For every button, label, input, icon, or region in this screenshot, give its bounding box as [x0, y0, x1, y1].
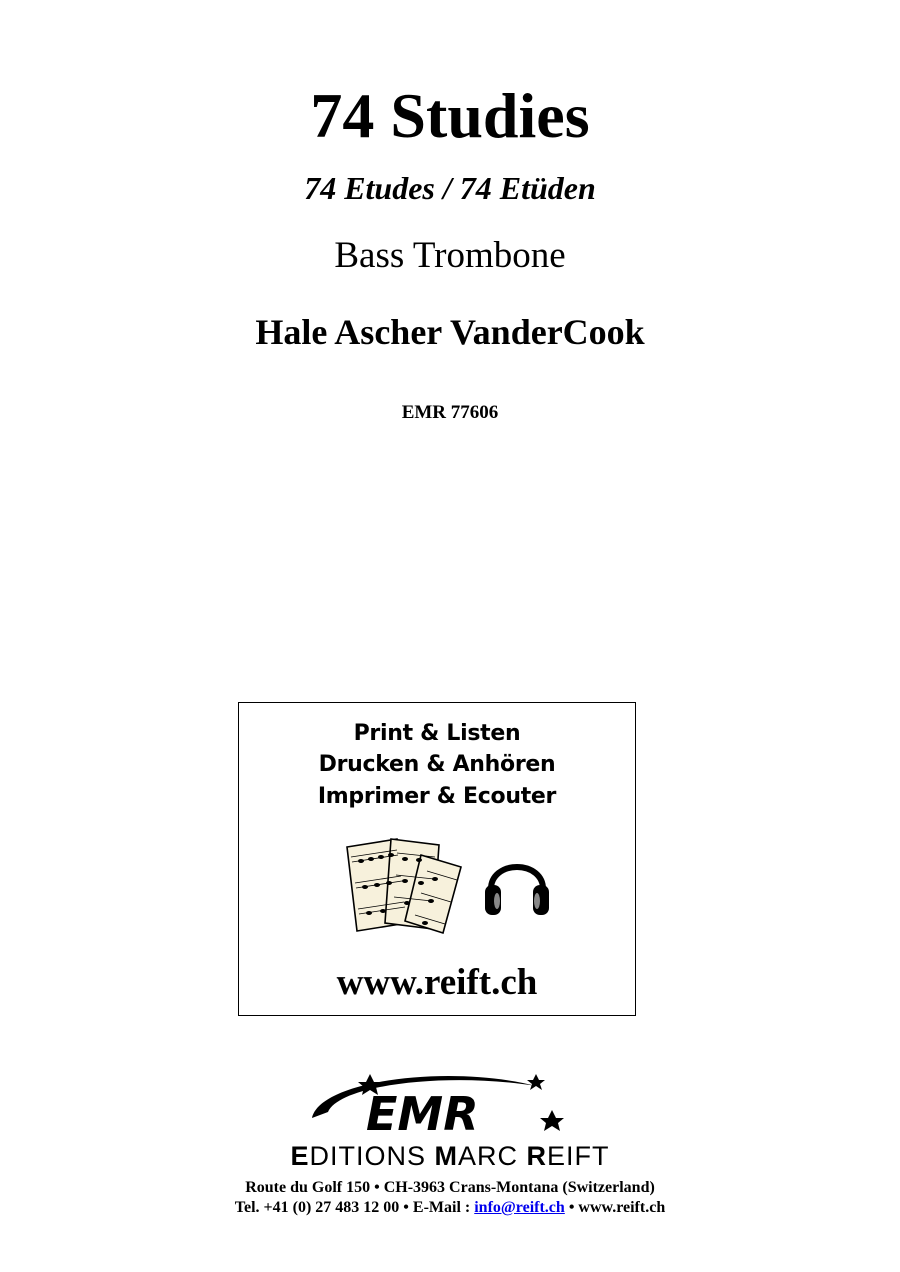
contact-web: • www.reift.ch — [564, 1199, 666, 1216]
instrument-name: Bass Trombone — [334, 235, 566, 276]
publisher-name-r: R — [526, 1141, 548, 1171]
headphones-icon — [483, 845, 551, 921]
publisher-contact — [0, 1197, 900, 1219]
logo-text: EMR — [366, 1087, 479, 1141]
email-link[interactable]: info@reift.ch — [474, 1199, 565, 1216]
publisher-name — [0, 1141, 900, 1171]
publisher-name-ditions: DITIONS — [309, 1141, 435, 1171]
promo-website: www.reift.ch — [336, 962, 538, 1003]
publisher-name-eift: EIFT — [547, 1141, 610, 1171]
cover-subtitle: 74 Etudes / 74 Etüden — [304, 170, 596, 206]
publisher-name-m: M — [434, 1141, 458, 1171]
publisher-name-arc: ARC — [458, 1141, 527, 1171]
composer-name: Hale Ascher VanderCook — [255, 312, 645, 352]
promo-line-german: Drucken & Anhören — [318, 752, 556, 777]
promo-line-french: Imprimer & Ecouter — [317, 784, 557, 809]
cover-title: 74 Studies — [310, 80, 590, 151]
print-listen-box — [238, 702, 636, 1016]
emr-logo — [300, 1070, 600, 1142]
publisher-address: Route du Golf 150 • CH-3963 Crans-Montana (Switzerland) — [245, 1179, 655, 1196]
catalog-number: EMR 77606 — [401, 402, 499, 423]
contact-tel: Tel. +41 (0) 27 483 12 00 • E-Mail : — [234, 1199, 475, 1216]
promo-line-english: Print & Listen — [353, 721, 521, 746]
sheet-music-icon — [339, 835, 469, 935]
publisher-name-e: E — [290, 1141, 310, 1171]
